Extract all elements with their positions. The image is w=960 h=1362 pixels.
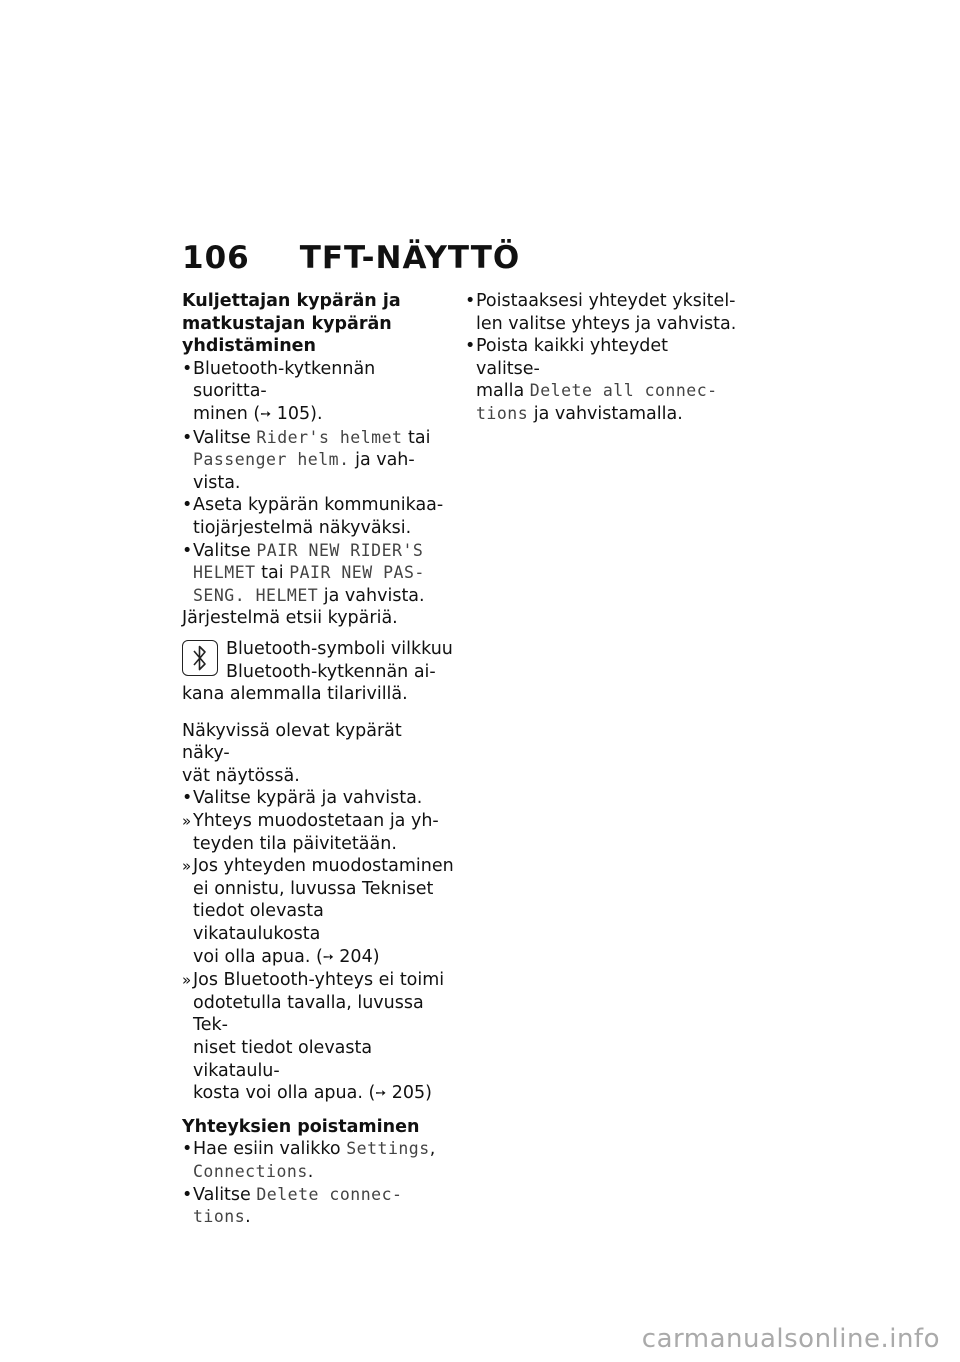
list-item — [465, 290, 737, 335]
item-text-part: Hae esiin valikko — [193, 1139, 347, 1160]
list-item — [182, 427, 454, 495]
menu-label: Passenger helm. — [193, 450, 350, 470]
menu-label: tions — [193, 1207, 246, 1227]
menu-label: HELMET — [193, 563, 256, 583]
menu-label: Delete connec- — [256, 1184, 403, 1204]
note-text: kana alemmalla tilarivillä. — [182, 684, 408, 705]
reference-arrow-icon: ➙ — [375, 1086, 387, 1102]
list-item — [182, 358, 454, 427]
item-text — [193, 403, 454, 427]
reference-arrow-icon: ➙ — [260, 406, 272, 422]
item-text — [193, 1138, 454, 1161]
reference-arrow-icon: ➙ — [322, 949, 334, 965]
item-text — [193, 562, 454, 585]
item-text-part: kosta voi olla apua. ( — [193, 1083, 376, 1104]
page-number: 106 — [182, 240, 250, 276]
page-reference-link[interactable]: 205) — [391, 1083, 433, 1104]
item-text — [193, 540, 454, 563]
bluetooth-icon-glyph — [192, 644, 208, 672]
item-text: Yhteys muodostetaan ja yh- — [193, 811, 439, 832]
bullet-marker: • — [465, 291, 476, 311]
item-text — [193, 427, 454, 450]
item-text — [193, 1161, 454, 1184]
list-item — [182, 540, 454, 608]
item-text: Jos yhteyden muodostaminen — [193, 856, 454, 877]
item-text: ei onnistu, luvussa Tekniset — [193, 878, 434, 899]
item-text-part: ja vahvistamalla. — [528, 403, 683, 424]
result-marker: » — [182, 812, 192, 831]
note-text: Bluetooth-kytkennän ai- — [226, 661, 436, 682]
item-text — [193, 1082, 454, 1106]
item-text-part: Valitse — [193, 427, 257, 448]
bullet-marker: • — [182, 495, 193, 516]
item-text: Aseta kypärän kommunikaa- — [193, 495, 444, 516]
item-text — [476, 403, 737, 426]
list-item — [182, 494, 454, 539]
spacer — [182, 1106, 454, 1116]
menu-label: Connections — [193, 1161, 308, 1181]
menu-label: tions — [476, 403, 529, 423]
item-text-part: Valitse — [193, 540, 257, 561]
bluetooth-note — [182, 638, 454, 683]
item-text — [476, 380, 737, 403]
bullet-marker: • — [182, 358, 193, 379]
item-text: odotetulla tavalla, luvussa Tek- — [193, 992, 424, 1036]
menu-label: Delete all connec- — [529, 381, 718, 401]
bullet-marker: • — [182, 1139, 193, 1160]
result-marker: » — [182, 971, 192, 990]
item-text: Valitse kypärä ja vahvista. — [193, 788, 423, 809]
item-text: vista. — [193, 472, 241, 493]
item-text-part: . — [245, 1207, 251, 1228]
item-text: Jos Bluetooth-yhteys ei toimi — [193, 970, 445, 991]
paragraph: Järjestelmä etsii kypäriä. — [182, 608, 398, 629]
item-text-part: tai — [255, 563, 290, 584]
item-text — [193, 1206, 454, 1229]
page-title: TFT-NÄYTTÖ — [299, 240, 521, 276]
item-text-part: ja vahvista. — [318, 585, 425, 606]
spacer — [182, 706, 454, 720]
note-text: Bluetooth-symboli vilkkuu — [226, 638, 453, 659]
item-text — [193, 1184, 454, 1207]
item-text: teyden tila päivitetään. — [193, 833, 397, 854]
item-text — [193, 585, 454, 608]
bluetooth-icon — [182, 640, 218, 676]
result-marker: » — [182, 857, 192, 876]
list-item — [182, 1138, 454, 1183]
bullet-marker: • — [182, 427, 193, 448]
bullet-marker: • — [182, 788, 193, 809]
paragraph — [182, 720, 454, 788]
result-item — [182, 855, 454, 969]
menu-label: PAIR NEW PAS- — [289, 563, 425, 583]
bullet-marker: • — [465, 336, 476, 357]
item-text: tiedot olevasta vikataulukosta — [193, 901, 324, 945]
item-text — [193, 946, 454, 970]
menu-label: PAIR NEW RIDER'S — [256, 540, 424, 560]
item-text: Poista kaikki yhteydet valitse- — [476, 336, 669, 379]
item-text — [193, 449, 454, 472]
left-column — [182, 290, 454, 1229]
item-text-part: , — [429, 1139, 436, 1160]
list-item — [182, 1184, 454, 1229]
section-heading-removal: Yhteyksien poistaminen — [182, 1116, 420, 1137]
result-item — [182, 969, 454, 1106]
item-text-part: Valitse — [193, 1184, 257, 1205]
item-text-part: ja vah- — [349, 450, 415, 471]
list-item — [465, 335, 737, 425]
right-column — [465, 290, 737, 426]
item-text: Bluetooth-kytkennän suoritta- — [193, 358, 376, 402]
item-text: niset tiedot olevasta vikataulu- — [193, 1038, 373, 1081]
menu-label: SENG. HELMET — [193, 585, 319, 605]
item-text-part: . — [307, 1161, 314, 1182]
item-text-part: minen ( — [193, 403, 261, 424]
paragraph-line: Näkyvissä olevat kypärät näky- — [182, 720, 402, 764]
menu-label: Rider's helmet — [256, 427, 403, 447]
result-item — [182, 810, 454, 855]
paragraph-line: vät näytössä. — [182, 765, 300, 786]
item-text: len valitse yhteys ja vahvista. — [476, 313, 737, 334]
menu-label: Settings — [346, 1139, 430, 1159]
page-reference-link[interactable]: 105). — [276, 403, 323, 424]
item-text-part: malla — [476, 381, 530, 402]
bullet-marker: • — [182, 540, 193, 561]
item-text: Poistaaksesi yhteydet yksitel- — [476, 291, 736, 311]
item-text-part: voi olla apua. ( — [193, 946, 323, 967]
bullet-marker: • — [182, 1184, 193, 1205]
list-item — [182, 787, 454, 810]
item-text: tiojärjestelmä näkyväksi. — [193, 517, 412, 538]
item-text-part: tai — [402, 427, 431, 448]
page-header — [182, 240, 520, 276]
watermark: carmanualsonline.info — [641, 1324, 940, 1354]
section-heading-pairing: Kuljettajan kypärän ja matkustajan kypärän yhdistäminen — [182, 291, 401, 357]
page-reference-link[interactable]: 204) — [339, 946, 380, 967]
